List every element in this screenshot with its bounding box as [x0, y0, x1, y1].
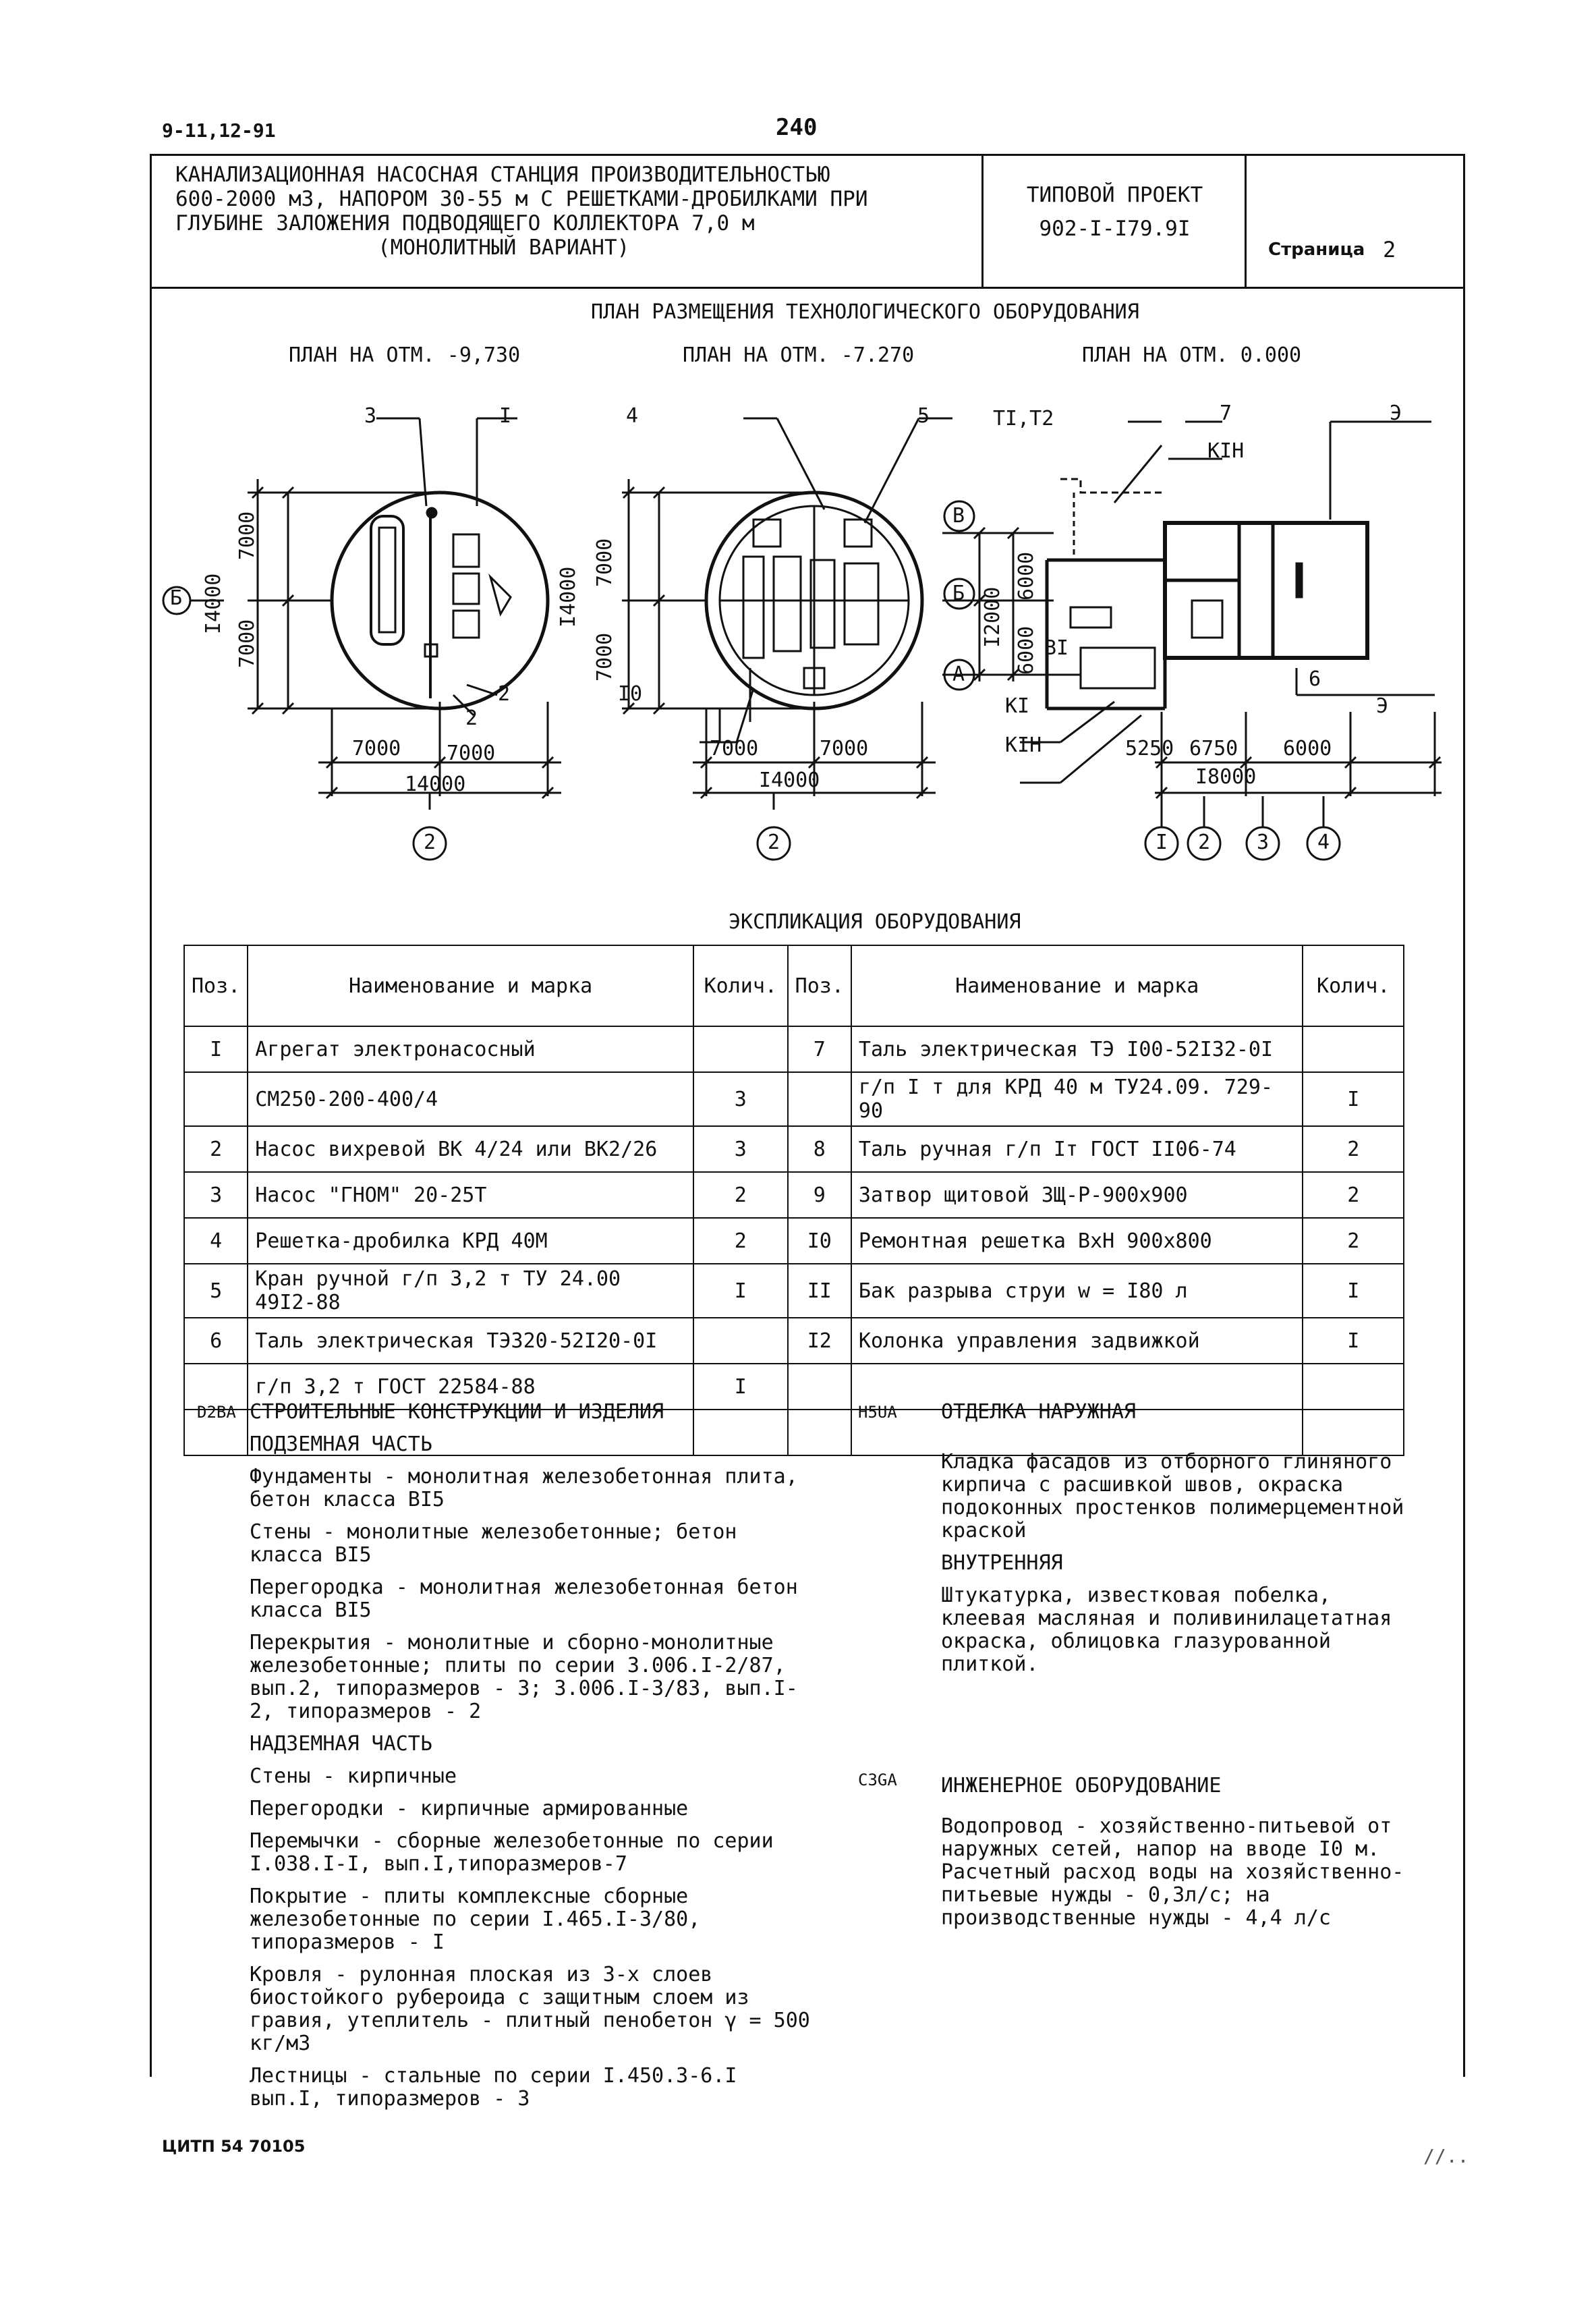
right-section-code-1: H5UA	[858, 1403, 897, 1422]
col-qty-2: Колич.	[1303, 945, 1404, 1026]
plan3-axis-letter-a: А	[952, 663, 965, 686]
plan3-title: ПЛАН НА ОТМ. 0.000	[1082, 343, 1302, 367]
right-heading-finishing: ОТДЕЛКА НАРУЖНАЯ	[941, 1400, 1136, 1424]
plan3-callout-bi: BI	[1044, 636, 1069, 660]
plan1-dim-7000-left: 7000	[352, 737, 401, 760]
left-section-code: D2BA	[197, 1403, 236, 1422]
footer-stamp: ЦИТП 54 70105	[162, 2137, 306, 2156]
left-sub-underground: ПОДЗЕМНАЯ ЧАСТЬ	[250, 1432, 432, 1456]
col-pos-2: Поз.	[788, 945, 851, 1026]
table-row	[184, 1218, 1404, 1264]
plan3-axis-number-2: 2	[1198, 831, 1211, 854]
page-number: 240	[776, 114, 818, 141]
cell: I2	[788, 1318, 851, 1364]
cell	[1303, 1026, 1404, 1072]
sheet-number: 2	[1383, 237, 1396, 262]
plan2-callout-10: I0	[618, 682, 643, 706]
left-item: Стены - монолитные железобетонные; бетон класса BI5	[250, 1520, 737, 1567]
left-section-heading: СТРОИТЕЛЬНЫЕ КОНСТРУКЦИИ И ИЗДЕЛИЯ	[250, 1400, 664, 1424]
cell: 6	[184, 1318, 248, 1364]
project-label: ТИПОВОЙ ПРОЕКТ	[1026, 183, 1203, 207]
left-item: Перегородка - монолитная железобетонная бетон класса BI5	[250, 1576, 798, 1622]
cell: I	[1303, 1072, 1404, 1126]
cell	[693, 1318, 788, 1364]
plan3-dim-5250: 5250	[1125, 737, 1174, 760]
cell: СМ250-200-400/4	[248, 1072, 693, 1126]
plan1-callout-1: I	[499, 404, 512, 428]
right-heading-engineering: ИНЖЕНЕРНОЕ ОБОРУДОВАНИЕ	[941, 1774, 1222, 1798]
cell: 8	[788, 1126, 851, 1172]
plan1-callout-2b: 2	[465, 706, 478, 730]
drawing-title: ПЛАН РАЗМЕЩЕНИЯ ТЕХНОЛОГИЧЕСКОГО ОБОРУДОВАНИЯ	[591, 300, 1139, 324]
plan3-dim-6750: 6750	[1189, 737, 1238, 760]
cell	[788, 1072, 851, 1126]
right-section-code-2: C3GA	[858, 1771, 897, 1789]
plan3-dim-6000-h: 6000	[1283, 737, 1332, 760]
cell: 3	[184, 1172, 248, 1218]
plan2-dim-7000-vert-bottom: 7000	[593, 632, 617, 681]
cell: 2	[1303, 1218, 1404, 1264]
cell: 2	[1303, 1126, 1404, 1172]
plan3-callout-kih-top: KIH	[1207, 439, 1245, 463]
cell: Затвор щитовой ЗЩ-Р-900х900	[851, 1172, 1303, 1218]
title-line-4: (МОНОЛИТНЫЙ ВАРИАНТ)	[378, 235, 630, 260]
plan3-callout-7: 7	[1220, 401, 1232, 425]
table-row	[184, 1264, 1404, 1318]
plan2-drawing	[622, 418, 952, 860]
cell: 7	[788, 1026, 851, 1072]
cell: Насос "ГНОМ" 20-25Т	[248, 1172, 693, 1218]
plan1-callout-3: 3	[364, 404, 377, 428]
plan3-dim-12000-vert: I2000	[981, 586, 1004, 648]
cell: 2	[1303, 1172, 1404, 1218]
table-row	[184, 1172, 1404, 1218]
cell: Решетка-дробилка КРД 40М	[248, 1218, 693, 1264]
plan2-dim-7000-right: 7000	[820, 737, 869, 760]
plan3-dim-6000-vert-top: 6000	[1015, 551, 1038, 601]
footer-mark: //..	[1423, 2145, 1469, 2167]
plan2-callout-4: 4	[626, 404, 639, 428]
project-code: 902-I-I79.9I	[1039, 217, 1191, 241]
left-item: Перегородки - кирпичные армированные	[250, 1797, 689, 1820]
plan3-axis-letter-v: В	[952, 504, 965, 528]
plan3-axis-letter-b: Б	[952, 582, 965, 605]
left-item: Кровля - рулонная плоская из 3-х слоев биостойкого рубероида с защитным слоем из гравия, утеплитель - плитный пенобетон γ = 500 кг/м3	[250, 1963, 810, 2055]
col-qty: Колич.	[693, 945, 788, 1026]
cell: 5	[184, 1264, 248, 1318]
plan2-title: ПЛАН НА ОТМ. -7.270	[683, 343, 915, 367]
left-item: Фундаменты - монолитная железобетонная плита, бетон класса BI5	[250, 1465, 798, 1511]
plan3-callout-kih-bottom: KIH	[1005, 733, 1042, 757]
plan3-axis-number-3: 3	[1257, 831, 1270, 854]
cell: Агрегат электронасосный	[248, 1026, 693, 1072]
cell: I0	[788, 1218, 851, 1264]
cell: 9	[788, 1172, 851, 1218]
left-section-body	[250, 1433, 816, 2120]
cell	[788, 1364, 851, 1410]
explication-title: ЭКСПЛИКАЦИЯ ОБОРУДОВАНИЯ	[729, 910, 1021, 934]
series-code: 9-11,12-91	[162, 119, 276, 142]
right-para-exterior: Кладка фасадов из отборного глиняного кирпича с расшивкой швов, окраска подоконных простенков полимерцементной краской	[941, 1450, 1404, 1542]
table-row	[184, 1072, 1404, 1126]
plan3-dim-18000: I8000	[1195, 765, 1257, 789]
plan3-axis-number-1: I	[1156, 831, 1168, 854]
plan1-dim-14000-vert: I4000	[202, 573, 225, 634]
cell: Таль электрическая ТЭ I00-52I32-0I	[851, 1026, 1303, 1072]
left-item: Покрытие - плиты комплексные сборные железобетонные по серии I.465.I-3/80, типоразмеров - I	[250, 1885, 701, 1954]
cell: I	[184, 1026, 248, 1072]
plan2-dim-14000: I4000	[759, 769, 820, 792]
col-pos: Поз.	[184, 945, 248, 1026]
cell: 2	[693, 1172, 788, 1218]
plan2-callout-5: 5	[917, 404, 930, 428]
right-section-body-2	[941, 1815, 1413, 1939]
cell	[184, 1072, 248, 1126]
table-row	[184, 1318, 1404, 1364]
cell: Кран ручной г/п 3,2 т ТУ 24.00 49I2-88	[248, 1264, 693, 1318]
plan2-axis-number: 2	[768, 831, 780, 854]
equipment-plans-drawing	[150, 378, 1464, 891]
cell: Бак разрыва струи w = I80 л	[851, 1264, 1303, 1318]
title-line-3: ГЛУБИНЕ ЗАЛОЖЕНИЯ ПОДВОДЯЩЕГО КОЛЛЕКТОРА 7,0 м	[175, 211, 755, 235]
cell: Колонка управления задвижкой	[851, 1318, 1303, 1364]
sheet-label: Страница	[1268, 240, 1365, 260]
plan1-axis-number: 2	[424, 831, 436, 854]
plan2-dim-14000-vert: I4000	[557, 566, 580, 628]
right-para-water: Водопровод - хозяйственно-питьевой от наружных сетей, напор на вводе I0 м. Расчетный расход воды на хозяйственно-питьевые нужды - 0,3л/с; на производственные нужды - 4,4 л/с	[941, 1814, 1404, 1930]
left-item: Перемычки - сборные железобетонные по серии I.038.I-I, вып.I,типоразмеров-7	[250, 1829, 774, 1876]
cell: Ремонтная решетка ВхН 900х800	[851, 1218, 1303, 1264]
cell: Насос вихревой ВК 4/24 или ВК2/26	[248, 1126, 693, 1172]
col-name-2: Наименование и марка	[851, 945, 1303, 1026]
cell: г/п I т для КРД 40 м ТУ24.09. 729-90	[851, 1072, 1303, 1126]
plan2-dim-7000-vert-top: 7000	[593, 538, 617, 587]
col-name: Наименование и марка	[248, 945, 693, 1026]
plan1-dim-14000: 14000	[405, 773, 466, 796]
plan1-title: ПЛАН НА ОТМ. -9,730	[289, 343, 521, 367]
title-line-2: 600-2000 м3, НАПОРОМ 30-55 м С РЕШЕТКАМИ-ДРОБИЛКАМИ ПРИ	[175, 187, 868, 211]
table-row	[184, 1126, 1404, 1172]
cell	[693, 1026, 788, 1072]
plan1-callout-2a: 2	[498, 682, 511, 706]
cell: г/п 3,2 т ГОСТ 22584-88	[248, 1364, 693, 1410]
left-item: Стены - кирпичные	[250, 1764, 457, 1788]
plan3-callout-t1t2: TI,T2	[993, 407, 1054, 430]
plan1-dim-7000-vert-top: 7000	[235, 511, 259, 560]
right-para-interior: Штукатурка, известковая побелка, клеевая масляная и поливинилацетатная окраска, облицовка глазурованной плиткой.	[941, 1584, 1392, 1676]
explication-table	[183, 945, 1404, 1456]
plan1-axis-letter: Б	[170, 586, 183, 610]
cell	[1303, 1410, 1404, 1455]
cell: Таль электрическая ТЭ320-52I20-0I	[248, 1318, 693, 1364]
cell: I	[1303, 1318, 1404, 1364]
cell: I	[1303, 1264, 1404, 1318]
cell: Таль ручная г/п Iт ГОСТ II06-74	[851, 1126, 1303, 1172]
left-item: Лестницы - стальные по серии I.450.3-6.I вып.I, типоразмеров - 3	[250, 2064, 737, 2111]
plan3-callout-ki: KI	[1005, 694, 1030, 718]
cell: 2	[693, 1218, 788, 1264]
left-item: Перекрытия - монолитные и сборно-монолитные железобетонные; плиты по серии 3.006.I-2/87, вып.2, типоразмеров - 3; 3.006.I-3/83, вып.I-2, типоразмеров - 2	[250, 1631, 798, 1723]
left-sub-aboveground: НАДЗЕМНАЯ ЧАСТЬ	[250, 1732, 432, 1756]
cell: I	[693, 1264, 788, 1318]
cell: 2	[184, 1126, 248, 1172]
cell: II	[788, 1264, 851, 1318]
cell: I	[693, 1364, 788, 1410]
plan2-dim-7000-left: 7000	[710, 737, 759, 760]
plan3-axis-number-4: 4	[1317, 831, 1330, 854]
right-section-body-1	[941, 1451, 1413, 1685]
plan3-callout-6: 6	[1309, 667, 1321, 691]
title-line-1: КАНАЛИЗАЦИОННАЯ НАСОСНАЯ СТАНЦИЯ ПРОИЗВОДИТЕЛЬНОСТЬЮ	[175, 163, 830, 187]
cell: 4	[184, 1218, 248, 1264]
right-sub-interior: ВНУТРЕННЯЯ	[941, 1551, 1063, 1575]
plan3-dim-6000-vert-bottom: 6000	[1015, 625, 1038, 675]
plan1-drawing	[163, 418, 561, 860]
plan3-callout-e-bottom: Э	[1376, 694, 1389, 718]
plan3-callout-e-top: Э	[1390, 401, 1402, 425]
cell: 3	[693, 1072, 788, 1126]
plan1-dim-7000-vert-bottom: 7000	[235, 619, 259, 668]
cell: 3	[693, 1126, 788, 1172]
cell	[1303, 1364, 1404, 1410]
table-row	[184, 1026, 1404, 1072]
table-header-row	[184, 945, 1404, 1026]
plan1-dim-7000-right: 7000	[447, 742, 496, 765]
